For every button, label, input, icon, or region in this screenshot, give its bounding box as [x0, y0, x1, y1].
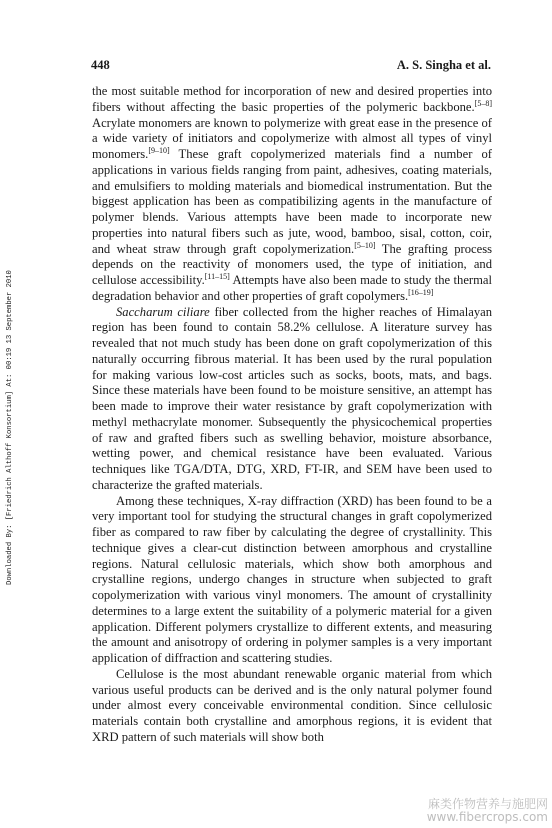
p1-text-5: Attempts have also been made to study the thermal degradation behavior and other properties of graft copolymers.: [92, 273, 492, 303]
p1-text-2: Acrylate monomers are known to polymerize with great ease in the presence of a wide variety of initiators and copolymerize with almost all types of vinyl monomers.: [92, 115, 492, 161]
citation-ref: [16–19]: [408, 287, 434, 297]
citation-ref: [11–15]: [204, 272, 230, 281]
article-body: [92, 84, 492, 746]
running-head-authors: A. S. Singha et al.: [396, 58, 491, 72]
site-watermark: [427, 798, 548, 824]
citation-ref: [5–8]: [474, 98, 492, 108]
p1-text-1: the most suitable method for incorporation of new and desired properties into fibers without affecting the basic properties of the polymeric backbone.: [92, 84, 492, 114]
running-header: [91, 58, 491, 76]
watermark-line-1: 麻类作物营养与施肥网: [427, 797, 548, 811]
paragraph-1: [92, 84, 492, 305]
p1-text-3: These graft copolymerized materials find a number of applications in various fields ranging from paint, adhesives, coating materials, and emulsifiers to molding materials and biomedical instrumentation. But the biggest application has been as compatibilizing agents in the manufacture of polymer blends. Various attempts have been made to incorporate new properties into natural fibers such as jute, wood, bamboo, sisal, cotton, coir, and wheat straw through graft copolymerization.: [92, 147, 492, 256]
p2-text: fiber collected from the higher reaches of Himalayan region has been found to contain 58.2% cellulose. A literature survey has revealed that not much study has been done on graft copolymerization of this naturally occurring fibrous material. It has been used by the rural population for making various low-cost articles such as socks, boots, mats, and bags. Since these materials have been found to be moisture sensitive, an attempt has been made to improve their water resistance by graft copolymerization with methyl methacrylate monomer. Subsequently the physicochemical properties of raw and grafted fibers such as swelling behavior, moisture absorbance, wetting power, and chemical resistance have been evaluated. Various techniques like TGA/DTA, DTG, XRD, FT-IR, and SEM have been used to characterize the grafted materials.: [92, 304, 492, 492]
paragraph-3: Among these techniques, X-ray diffraction (XRD) has been found to be a very important tool for studying the structural changes in graft copolymerized fiber as compared to raw fiber by calculating the degree of crystallinity. This technique gives a clear-cut distinction between amorphous and crystalline regions. Natural cellulosic materials, which show both amorphous and crystalline regions, undergo changes in structure when subjected to graft copolymerization with various vinyl monomers. The amount of crystallinity determines to a large extent the suitability of a polymeric material for a given application. Different polymers crystallize to different extents, and measuring the amount and anisotropy of ordering in polymer samples is a very important application of diffraction and scattering studies.: [92, 493, 492, 665]
page-number: 448: [91, 58, 110, 72]
watermark-line-2: www.fibercrops.com: [426, 810, 548, 824]
p1-text-4: The grafting process depends on the reactivity of monomers used, the type of initiation, and cellulose accessibility.: [92, 241, 493, 287]
citation-ref: [5–10]: [354, 240, 376, 250]
citation-ref: [9–10]: [148, 146, 170, 155]
species-name: Saccharum ciliare: [116, 304, 210, 319]
paragraph-4: Cellulose is the most abundant renewable organic material from which various useful products can be derived and is the only natural polymer found under almost every conceivable environmental condition. Since cellulosic materials contain both crystalline and amorphous regions, it is evident that XRD pattern of such materials will show both: [92, 666, 492, 744]
paragraph-2: [92, 305, 492, 494]
download-stamp: Downloaded By: [Friedrich Althoff Konsortium] At: 00:19 13 September 2010: [6, 270, 14, 585]
